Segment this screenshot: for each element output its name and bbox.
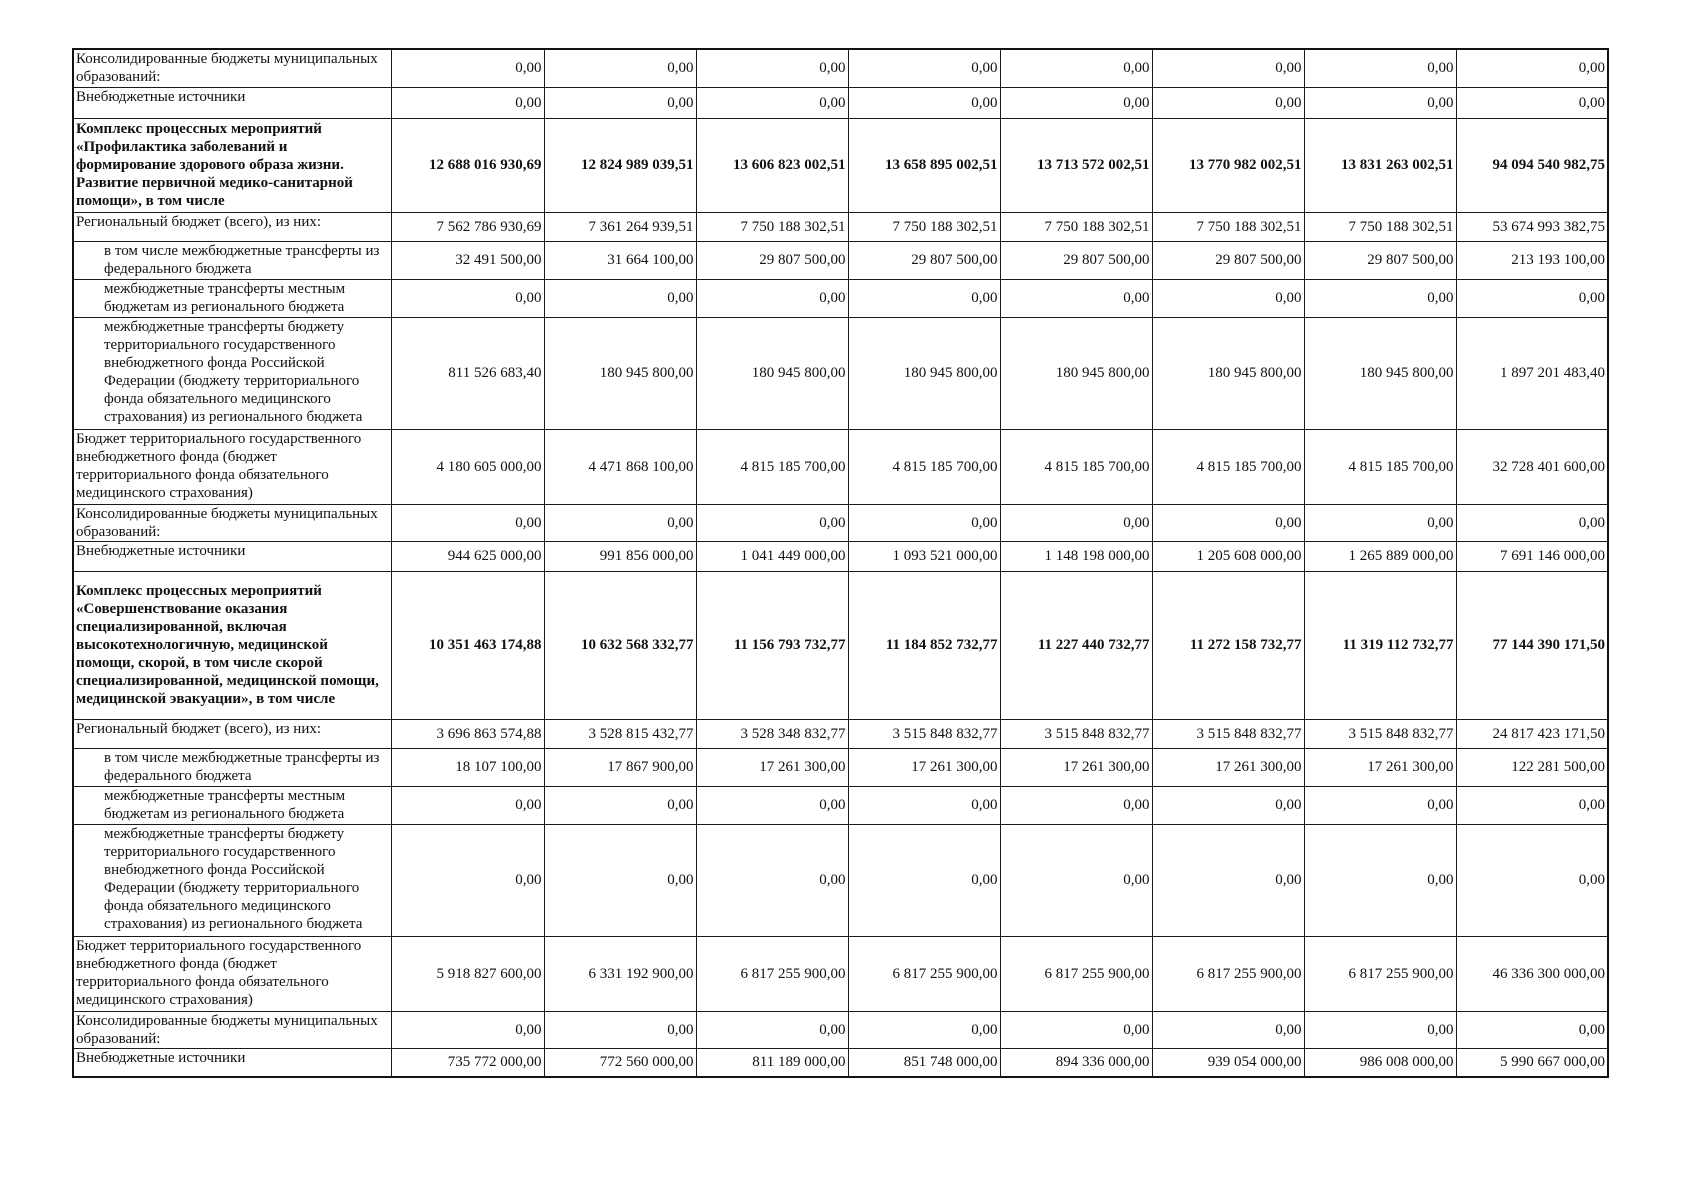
year-value-cell: 0,00 bbox=[1152, 49, 1304, 87]
year-value-cell: 31 664 100,00 bbox=[544, 241, 696, 279]
year-value-cell: 0,00 bbox=[391, 504, 544, 541]
year-value-cell: 180 945 800,00 bbox=[1152, 317, 1304, 429]
year-value-cell: 180 945 800,00 bbox=[1000, 317, 1152, 429]
year-value-cell: 0,00 bbox=[1000, 49, 1152, 87]
year-value-cell: 0,00 bbox=[544, 504, 696, 541]
year-value-cell: 0,00 bbox=[1000, 87, 1152, 118]
year-value-cell: 13 713 572 002,51 bbox=[1000, 118, 1152, 212]
year-value-cell: 17 261 300,00 bbox=[1000, 748, 1152, 786]
total-cell: 46 336 300 000,00 bbox=[1456, 936, 1608, 1011]
row-label: в том числе межбюджетные трансферты из федерального бюджета bbox=[73, 241, 391, 279]
table-row bbox=[73, 317, 1608, 429]
year-value-cell: 29 807 500,00 bbox=[1000, 241, 1152, 279]
year-value-cell: 3 515 848 832,77 bbox=[1152, 719, 1304, 748]
year-value-cell: 3 515 848 832,77 bbox=[1304, 719, 1456, 748]
total-cell: 0,00 bbox=[1456, 824, 1608, 936]
total-cell: 5 990 667 000,00 bbox=[1456, 1048, 1608, 1077]
year-value-cell: 6 817 255 900,00 bbox=[848, 936, 1000, 1011]
year-value-cell: 735 772 000,00 bbox=[391, 1048, 544, 1077]
year-value-cell: 0,00 bbox=[696, 1011, 848, 1048]
total-cell: 24 817 423 171,50 bbox=[1456, 719, 1608, 748]
year-value-cell: 0,00 bbox=[544, 49, 696, 87]
year-value-cell: 0,00 bbox=[1152, 786, 1304, 824]
row-label: Бюджет территориального государственного внебюджетного фонда (бюджет территориального фонда обязательного медицинского страхования) bbox=[73, 936, 391, 1011]
total-cell: 0,00 bbox=[1456, 786, 1608, 824]
year-value-cell: 0,00 bbox=[391, 1011, 544, 1048]
year-value-cell: 32 491 500,00 bbox=[391, 241, 544, 279]
year-value-cell: 4 471 868 100,00 bbox=[544, 429, 696, 504]
row-label: Бюджет территориального государственного внебюджетного фонда (бюджет территориального фонда обязательного медицинского страхования) bbox=[73, 429, 391, 504]
row-label: в том числе межбюджетные трансферты из федерального бюджета bbox=[73, 748, 391, 786]
year-value-cell: 0,00 bbox=[1152, 1011, 1304, 1048]
year-value-cell: 6 817 255 900,00 bbox=[1000, 936, 1152, 1011]
year-value-cell: 0,00 bbox=[391, 87, 544, 118]
total-cell: 77 144 390 171,50 bbox=[1456, 571, 1608, 719]
row-label: межбюджетные трансферты местным бюджетам из регионального бюджета bbox=[73, 279, 391, 317]
table-row bbox=[73, 212, 1608, 241]
year-value-cell: 0,00 bbox=[848, 49, 1000, 87]
year-value-cell: 944 625 000,00 bbox=[391, 541, 544, 571]
year-value-cell: 7 750 188 302,51 bbox=[1152, 212, 1304, 241]
year-value-cell: 29 807 500,00 bbox=[848, 241, 1000, 279]
year-value-cell: 180 945 800,00 bbox=[848, 317, 1000, 429]
row-label: межбюджетные трансферты бюджету территориального государственного внебюджетного фонда Российской Федерации (бюджету территориального фонда обязательного медицинского страхования) из регионального бюджета bbox=[73, 824, 391, 936]
year-value-cell: 772 560 000,00 bbox=[544, 1048, 696, 1077]
year-value-cell: 11 184 852 732,77 bbox=[848, 571, 1000, 719]
year-value-cell: 0,00 bbox=[391, 49, 544, 87]
year-value-cell: 811 189 000,00 bbox=[696, 1048, 848, 1077]
total-cell: 0,00 bbox=[1456, 1011, 1608, 1048]
year-value-cell: 13 658 895 002,51 bbox=[848, 118, 1000, 212]
budget-table bbox=[72, 48, 1609, 1078]
total-cell: 0,00 bbox=[1456, 504, 1608, 541]
year-value-cell: 1 148 198 000,00 bbox=[1000, 541, 1152, 571]
year-value-cell: 12 824 989 039,51 bbox=[544, 118, 696, 212]
year-value-cell: 0,00 bbox=[544, 1011, 696, 1048]
year-value-cell: 29 807 500,00 bbox=[1152, 241, 1304, 279]
table-row bbox=[73, 279, 1608, 317]
year-value-cell: 1 205 608 000,00 bbox=[1152, 541, 1304, 571]
year-value-cell: 851 748 000,00 bbox=[848, 1048, 1000, 1077]
year-value-cell: 17 867 900,00 bbox=[544, 748, 696, 786]
row-label: Консолидированные бюджеты муниципальных образований: bbox=[73, 1011, 391, 1048]
year-value-cell: 0,00 bbox=[848, 87, 1000, 118]
row-label: межбюджетные трансферты местным бюджетам из регионального бюджета bbox=[73, 786, 391, 824]
table-row bbox=[73, 1011, 1608, 1048]
year-value-cell: 0,00 bbox=[1000, 279, 1152, 317]
year-value-cell: 0,00 bbox=[1152, 504, 1304, 541]
year-value-cell: 7 562 786 930,69 bbox=[391, 212, 544, 241]
year-value-cell: 4 815 185 700,00 bbox=[848, 429, 1000, 504]
year-value-cell: 0,00 bbox=[1304, 49, 1456, 87]
year-value-cell: 0,00 bbox=[696, 786, 848, 824]
year-value-cell: 1 041 449 000,00 bbox=[696, 541, 848, 571]
year-value-cell: 4 180 605 000,00 bbox=[391, 429, 544, 504]
year-value-cell: 13 831 263 002,51 bbox=[1304, 118, 1456, 212]
total-cell: 94 094 540 982,75 bbox=[1456, 118, 1608, 212]
year-value-cell: 180 945 800,00 bbox=[544, 317, 696, 429]
year-value-cell: 4 815 185 700,00 bbox=[1152, 429, 1304, 504]
year-value-cell: 0,00 bbox=[1000, 786, 1152, 824]
year-value-cell: 0,00 bbox=[696, 279, 848, 317]
table-row bbox=[73, 824, 1608, 936]
year-value-cell: 0,00 bbox=[696, 504, 848, 541]
table-row bbox=[73, 719, 1608, 748]
year-value-cell: 180 945 800,00 bbox=[1304, 317, 1456, 429]
table-row bbox=[73, 541, 1608, 571]
row-label: Консолидированные бюджеты муниципальных образований: bbox=[73, 504, 391, 541]
year-value-cell: 11 319 112 732,77 bbox=[1304, 571, 1456, 719]
total-cell: 0,00 bbox=[1456, 279, 1608, 317]
year-value-cell: 0,00 bbox=[696, 87, 848, 118]
year-value-cell: 13 606 823 002,51 bbox=[696, 118, 848, 212]
year-value-cell: 0,00 bbox=[848, 1011, 1000, 1048]
year-value-cell: 0,00 bbox=[1152, 87, 1304, 118]
table-row bbox=[73, 429, 1608, 504]
year-value-cell: 0,00 bbox=[696, 824, 848, 936]
year-value-cell: 29 807 500,00 bbox=[696, 241, 848, 279]
table-row bbox=[73, 241, 1608, 279]
year-value-cell: 4 815 185 700,00 bbox=[1000, 429, 1152, 504]
year-value-cell: 6 331 192 900,00 bbox=[544, 936, 696, 1011]
table-row bbox=[73, 87, 1608, 118]
row-label: Внебюджетные источники bbox=[73, 1048, 391, 1077]
row-label: Внебюджетные источники bbox=[73, 541, 391, 571]
year-value-cell: 0,00 bbox=[848, 786, 1000, 824]
year-value-cell: 0,00 bbox=[391, 786, 544, 824]
total-cell: 0,00 bbox=[1456, 87, 1608, 118]
year-value-cell: 13 770 982 002,51 bbox=[1152, 118, 1304, 212]
row-label: Комплекс процессных мероприятий «Совершенствование оказания специализированной, включая высокотехнологичную, медицинской помощи, скорой, в том числе скорой специализированной, медицинской помощи, медицинской эвакуации», в том числе bbox=[73, 571, 391, 719]
year-value-cell: 0,00 bbox=[1000, 824, 1152, 936]
year-value-cell: 0,00 bbox=[391, 824, 544, 936]
year-value-cell: 6 817 255 900,00 bbox=[696, 936, 848, 1011]
row-label: Региональный бюджет (всего), из них: bbox=[73, 719, 391, 748]
year-value-cell: 17 261 300,00 bbox=[848, 748, 1000, 786]
year-value-cell: 811 526 683,40 bbox=[391, 317, 544, 429]
year-value-cell: 6 817 255 900,00 bbox=[1304, 936, 1456, 1011]
year-value-cell: 12 688 016 930,69 bbox=[391, 118, 544, 212]
year-value-cell: 0,00 bbox=[544, 279, 696, 317]
year-value-cell: 17 261 300,00 bbox=[1304, 748, 1456, 786]
year-value-cell: 7 750 188 302,51 bbox=[1000, 212, 1152, 241]
year-value-cell: 29 807 500,00 bbox=[1304, 241, 1456, 279]
year-value-cell: 3 696 863 574,88 bbox=[391, 719, 544, 748]
year-value-cell: 0,00 bbox=[1000, 1011, 1152, 1048]
year-value-cell: 7 750 188 302,51 bbox=[696, 212, 848, 241]
table-row bbox=[73, 936, 1608, 1011]
total-cell: 53 674 993 382,75 bbox=[1456, 212, 1608, 241]
year-value-cell: 986 008 000,00 bbox=[1304, 1048, 1456, 1077]
year-value-cell: 6 817 255 900,00 bbox=[1152, 936, 1304, 1011]
year-value-cell: 991 856 000,00 bbox=[544, 541, 696, 571]
table-row bbox=[73, 1048, 1608, 1077]
table-row bbox=[73, 748, 1608, 786]
year-value-cell: 1 265 889 000,00 bbox=[1304, 541, 1456, 571]
year-value-cell: 3 528 348 832,77 bbox=[696, 719, 848, 748]
table-row bbox=[73, 118, 1608, 212]
year-value-cell: 10 351 463 174,88 bbox=[391, 571, 544, 719]
year-value-cell: 0,00 bbox=[1304, 87, 1456, 118]
row-label: Консолидированные бюджеты муниципальных образований: bbox=[73, 49, 391, 87]
year-value-cell: 0,00 bbox=[1304, 786, 1456, 824]
year-value-cell: 7 361 264 939,51 bbox=[544, 212, 696, 241]
year-value-cell: 3 528 815 432,77 bbox=[544, 719, 696, 748]
year-value-cell: 0,00 bbox=[696, 49, 848, 87]
year-value-cell: 5 918 827 600,00 bbox=[391, 936, 544, 1011]
year-value-cell: 0,00 bbox=[544, 786, 696, 824]
year-value-cell: 0,00 bbox=[848, 824, 1000, 936]
year-value-cell: 180 945 800,00 bbox=[696, 317, 848, 429]
year-value-cell: 0,00 bbox=[544, 824, 696, 936]
year-value-cell: 0,00 bbox=[1152, 279, 1304, 317]
year-value-cell: 0,00 bbox=[1304, 504, 1456, 541]
year-value-cell: 0,00 bbox=[1304, 824, 1456, 936]
year-value-cell: 17 261 300,00 bbox=[696, 748, 848, 786]
table-row bbox=[73, 504, 1608, 541]
table-row bbox=[73, 49, 1608, 87]
year-value-cell: 3 515 848 832,77 bbox=[848, 719, 1000, 748]
year-value-cell: 3 515 848 832,77 bbox=[1000, 719, 1152, 748]
year-value-cell: 0,00 bbox=[848, 279, 1000, 317]
year-value-cell: 11 272 158 732,77 bbox=[1152, 571, 1304, 719]
year-value-cell: 1 093 521 000,00 bbox=[848, 541, 1000, 571]
year-value-cell: 11 156 793 732,77 bbox=[696, 571, 848, 719]
year-value-cell: 0,00 bbox=[544, 87, 696, 118]
year-value-cell: 10 632 568 332,77 bbox=[544, 571, 696, 719]
total-cell: 32 728 401 600,00 bbox=[1456, 429, 1608, 504]
total-cell: 213 193 100,00 bbox=[1456, 241, 1608, 279]
year-value-cell: 18 107 100,00 bbox=[391, 748, 544, 786]
year-value-cell: 0,00 bbox=[391, 279, 544, 317]
row-label: Внебюджетные источники bbox=[73, 87, 391, 118]
row-label: межбюджетные трансферты бюджету территориального государственного внебюджетного фонда Российской Федерации (бюджету территориального фонда обязательного медицинского страхования) из регионального бюджета bbox=[73, 317, 391, 429]
year-value-cell: 4 815 185 700,00 bbox=[696, 429, 848, 504]
year-value-cell: 17 261 300,00 bbox=[1152, 748, 1304, 786]
year-value-cell: 0,00 bbox=[848, 504, 1000, 541]
table-body bbox=[73, 49, 1608, 1077]
total-cell: 122 281 500,00 bbox=[1456, 748, 1608, 786]
total-cell: 7 691 146 000,00 bbox=[1456, 541, 1608, 571]
year-value-cell: 894 336 000,00 bbox=[1000, 1048, 1152, 1077]
year-value-cell: 11 227 440 732,77 bbox=[1000, 571, 1152, 719]
year-value-cell: 0,00 bbox=[1000, 504, 1152, 541]
year-value-cell: 7 750 188 302,51 bbox=[848, 212, 1000, 241]
total-cell: 1 897 201 483,40 bbox=[1456, 317, 1608, 429]
row-label: Региональный бюджет (всего), из них: bbox=[73, 212, 391, 241]
year-value-cell: 0,00 bbox=[1152, 824, 1304, 936]
year-value-cell: 939 054 000,00 bbox=[1152, 1048, 1304, 1077]
year-value-cell: 0,00 bbox=[1304, 1011, 1456, 1048]
year-value-cell: 0,00 bbox=[1304, 279, 1456, 317]
table-row bbox=[73, 571, 1608, 719]
year-value-cell: 7 750 188 302,51 bbox=[1304, 212, 1456, 241]
year-value-cell: 4 815 185 700,00 bbox=[1304, 429, 1456, 504]
table-row bbox=[73, 786, 1608, 824]
row-label: Комплекс процессных мероприятий «Профилактика заболеваний и формирование здорового образа жизни. Развитие первичной медико-санитарной помощи», в том числе bbox=[73, 118, 391, 212]
total-cell: 0,00 bbox=[1456, 49, 1608, 87]
